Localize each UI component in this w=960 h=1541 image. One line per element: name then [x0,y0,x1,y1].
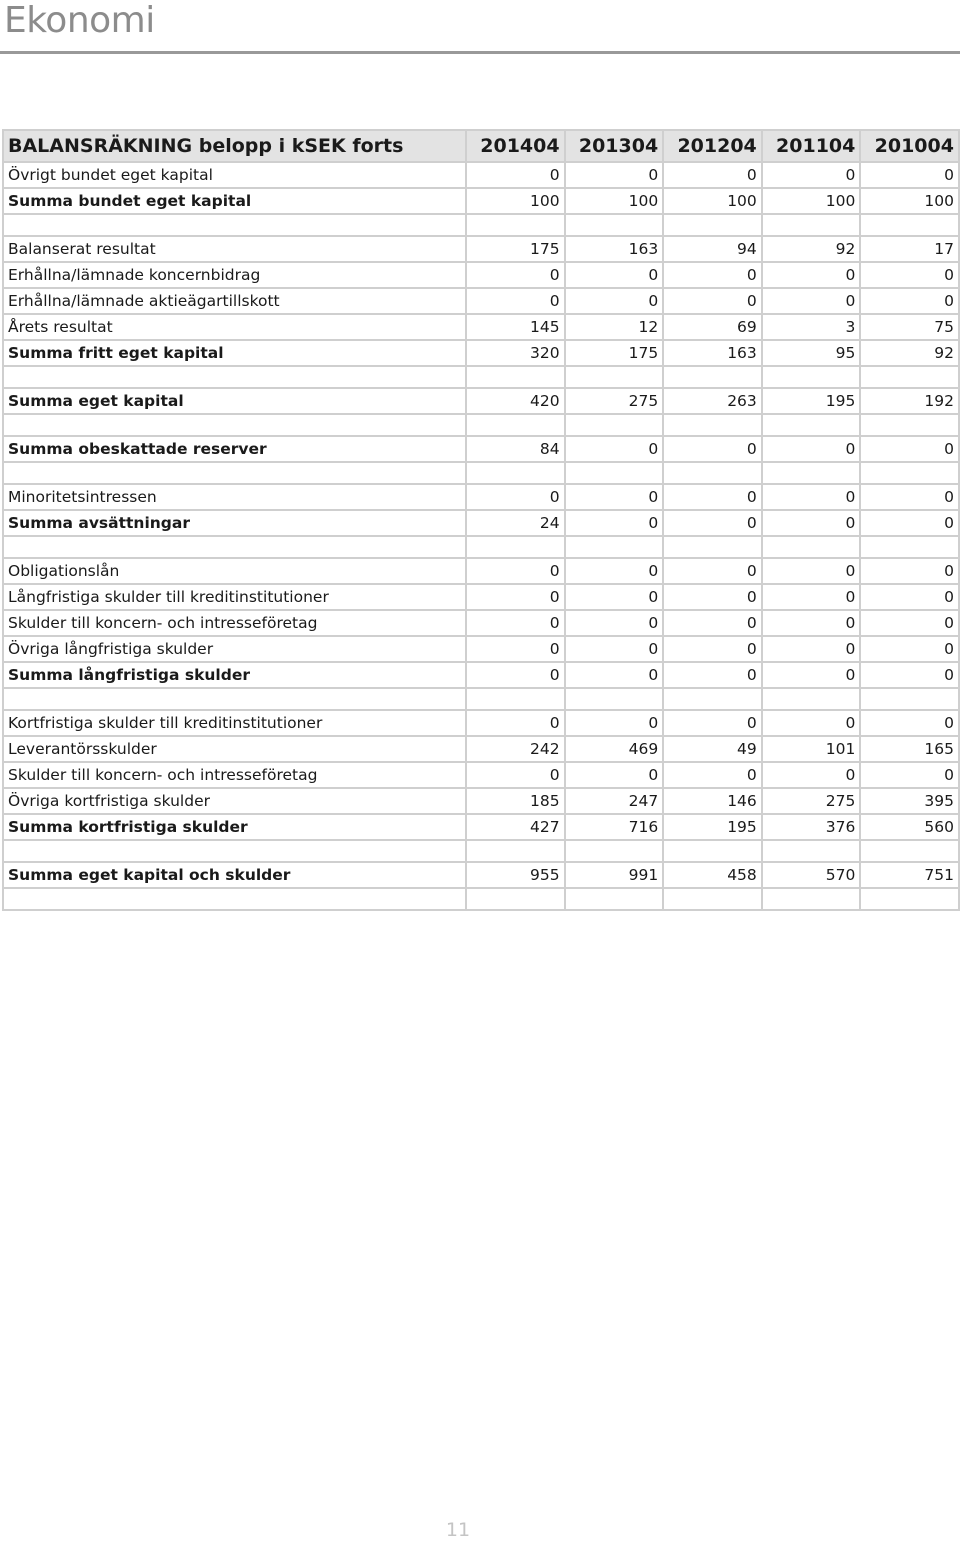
table-body [3,162,959,910]
row-value: 955 [466,862,565,888]
spacer-cell [565,536,664,558]
row-value: 242 [466,736,565,762]
row-value: 100 [565,188,664,214]
header-label: BALANSRÄKNING belopp i kSEK forts [3,130,466,162]
row-value: 560 [860,814,959,840]
spacer-cell [3,888,466,910]
row-value: 0 [663,262,762,288]
table-row [3,314,959,340]
spacer-row [3,366,959,388]
row-value: 0 [466,710,565,736]
spacer-cell [860,688,959,710]
row-value: 92 [762,236,861,262]
balance-sheet-table [2,129,960,911]
spacer-cell [663,536,762,558]
row-value: 0 [663,436,762,462]
row-label: Kortfristiga skulder till kreditinstitutioner [3,710,466,736]
spacer-cell [565,414,664,436]
row-label: Övriga kortfristiga skulder [3,788,466,814]
row-value: 0 [663,710,762,736]
row-value: 0 [663,762,762,788]
header-year: 201204 [663,130,762,162]
row-label: Minoritetsintressen [3,484,466,510]
spacer-cell [466,888,565,910]
row-label: Erhållna/lämnade koncernbidrag [3,262,466,288]
table-row [3,558,959,584]
row-value: 751 [860,862,959,888]
row-value: 0 [565,436,664,462]
header-row [3,130,959,162]
table-row [3,710,959,736]
spacer-cell [466,688,565,710]
row-value: 320 [466,340,565,366]
row-value: 0 [860,162,959,188]
table-row [3,636,959,662]
row-value: 0 [565,662,664,688]
row-value: 84 [466,436,565,462]
row-value: 458 [663,862,762,888]
table-row [3,610,959,636]
table-row [3,484,959,510]
row-value: 185 [466,788,565,814]
row-value: 0 [466,662,565,688]
row-label: Skulder till koncern- och intresseföretag [3,610,466,636]
header-year: 201004 [860,130,959,162]
row-value: 0 [860,436,959,462]
spacer-cell [663,214,762,236]
row-label: Årets resultat [3,314,466,340]
spacer-cell [3,688,466,710]
header-year: 201404 [466,130,565,162]
row-value: 0 [466,610,565,636]
row-value: 0 [762,610,861,636]
row-value: 420 [466,388,565,414]
row-value: 100 [860,188,959,214]
row-value: 0 [663,484,762,510]
table-row-summary [3,814,959,840]
spacer-cell [3,840,466,862]
spacer-row [3,414,959,436]
spacer-cell [762,462,861,484]
spacer-row [3,888,959,910]
spacer-cell [3,536,466,558]
row-label: Leverantörsskulder [3,736,466,762]
row-value: 3 [762,314,861,340]
row-value: 69 [663,314,762,340]
row-value: 0 [762,484,861,510]
row-value: 376 [762,814,861,840]
spacer-cell [762,688,861,710]
table-row [3,788,959,814]
spacer-cell [663,366,762,388]
row-label: Långfristiga skulder till kreditinstitutioner [3,584,466,610]
row-value: 175 [565,340,664,366]
row-value: 0 [762,162,861,188]
spacer-cell [860,840,959,862]
table-row-summary [3,340,959,366]
spacer-cell [466,840,565,862]
spacer-cell [565,366,664,388]
header-year: 201104 [762,130,861,162]
row-value: 0 [663,636,762,662]
row-value: 0 [860,262,959,288]
spacer-cell [3,366,466,388]
row-value: 0 [565,288,664,314]
row-value: 192 [860,388,959,414]
row-value: 0 [663,584,762,610]
spacer-cell [762,214,861,236]
spacer-cell [762,366,861,388]
spacer-cell [466,366,565,388]
spacer-cell [762,840,861,862]
row-value: 0 [762,288,861,314]
row-value: 195 [663,814,762,840]
row-value: 0 [565,610,664,636]
row-value: 0 [565,558,664,584]
row-value: 0 [762,510,861,536]
spacer-cell [565,888,664,910]
row-value: 175 [466,236,565,262]
row-value: 24 [466,510,565,536]
row-value: 0 [466,262,565,288]
spacer-cell [3,214,466,236]
row-value: 0 [565,762,664,788]
row-value: 0 [466,484,565,510]
row-value: 0 [860,636,959,662]
table-header [3,130,959,162]
row-value: 146 [663,788,762,814]
page-number: 11 [445,1519,471,1541]
row-value: 0 [762,762,861,788]
spacer-row [3,688,959,710]
spacer-cell [565,688,664,710]
table-row [3,288,959,314]
row-label: Balanserat resultat [3,236,466,262]
spacer-cell [466,214,565,236]
table-row [3,762,959,788]
row-value: 94 [663,236,762,262]
row-value: 0 [663,162,762,188]
table-row-summary [3,388,959,414]
row-value: 163 [663,340,762,366]
spacer-cell [860,366,959,388]
row-value: 0 [860,610,959,636]
title-divider [0,51,960,54]
spacer-cell [860,536,959,558]
row-value: 100 [663,188,762,214]
row-value: 0 [860,484,959,510]
table-row-summary [3,188,959,214]
spacer-cell [565,462,664,484]
spacer-cell [565,214,664,236]
row-value: 0 [466,558,565,584]
table-row [3,736,959,762]
spacer-cell [663,840,762,862]
row-label: Summa bundet eget kapital [3,188,466,214]
row-value: 0 [762,662,861,688]
spacer-row [3,536,959,558]
row-label: Summa kortfristiga skulder [3,814,466,840]
row-value: 165 [860,736,959,762]
table-row [3,236,959,262]
row-value: 991 [565,862,664,888]
row-value: 0 [762,436,861,462]
row-label: Övrigt bundet eget kapital [3,162,466,188]
spacer-cell [663,888,762,910]
row-value: 145 [466,314,565,340]
row-value: 100 [762,188,861,214]
row-value: 427 [466,814,565,840]
spacer-cell [860,462,959,484]
row-value: 95 [762,340,861,366]
row-value: 0 [663,610,762,636]
row-label: Övriga långfristiga skulder [3,636,466,662]
spacer-cell [663,414,762,436]
row-value: 247 [565,788,664,814]
row-value: 0 [860,710,959,736]
row-value: 0 [860,510,959,536]
row-value: 0 [762,636,861,662]
row-value: 469 [565,736,664,762]
row-value: 0 [565,710,664,736]
spacer-cell [762,888,861,910]
row-label: Summa eget kapital [3,388,466,414]
row-value: 0 [860,288,959,314]
row-value: 12 [565,314,664,340]
spacer-cell [466,414,565,436]
row-value: 0 [860,558,959,584]
row-value: 0 [565,162,664,188]
row-value: 0 [762,262,861,288]
table-row-summary [3,436,959,462]
header-year: 201304 [565,130,664,162]
row-value: 0 [663,288,762,314]
row-value: 0 [860,762,959,788]
row-value: 17 [860,236,959,262]
row-value: 0 [466,162,565,188]
row-value: 0 [860,662,959,688]
table-row-summary [3,662,959,688]
row-label: Skulder till koncern- och intresseföretag [3,762,466,788]
spacer-cell [860,888,959,910]
row-label: Summa avsättningar [3,510,466,536]
row-value: 0 [466,636,565,662]
table-row [3,162,959,188]
row-value: 92 [860,340,959,366]
row-value: 0 [565,484,664,510]
row-value: 163 [565,236,664,262]
table-row [3,262,959,288]
row-value: 0 [466,762,565,788]
spacer-cell [860,214,959,236]
spacer-cell [663,688,762,710]
row-value: 101 [762,736,861,762]
row-label: Summa eget kapital och skulder [3,862,466,888]
row-value: 195 [762,388,861,414]
row-value: 0 [565,262,664,288]
row-value: 49 [663,736,762,762]
spacer-cell [762,536,861,558]
spacer-row [3,462,959,484]
row-value: 0 [663,662,762,688]
row-value: 275 [565,388,664,414]
spacer-cell [860,414,959,436]
row-value: 0 [762,710,861,736]
spacer-cell [466,462,565,484]
spacer-row [3,214,959,236]
spacer-cell [466,536,565,558]
row-value: 0 [860,584,959,610]
row-label: Obligationslån [3,558,466,584]
row-value: 0 [466,288,565,314]
row-value: 0 [565,510,664,536]
balance-sheet-table-container [2,129,958,911]
row-value: 75 [860,314,959,340]
row-value: 0 [565,584,664,610]
row-label: Summa fritt eget kapital [3,340,466,366]
spacer-cell [762,414,861,436]
row-value: 0 [565,636,664,662]
row-value: 0 [762,558,861,584]
row-value: 275 [762,788,861,814]
spacer-cell [663,462,762,484]
row-value: 570 [762,862,861,888]
row-label: Summa obeskattade reserver [3,436,466,462]
table-row-summary [3,862,959,888]
row-value: 0 [466,584,565,610]
spacer-cell [3,414,466,436]
row-value: 395 [860,788,959,814]
spacer-row [3,840,959,862]
row-value: 0 [762,584,861,610]
row-label: Erhållna/lämnade aktieägartillskott [3,288,466,314]
row-value: 0 [663,558,762,584]
page-title: Ekonomi [4,0,155,41]
row-value: 716 [565,814,664,840]
row-value: 263 [663,388,762,414]
table-row [3,584,959,610]
table-row-summary [3,510,959,536]
spacer-cell [565,840,664,862]
row-value: 0 [663,510,762,536]
row-value: 100 [466,188,565,214]
spacer-cell [3,462,466,484]
row-label: Summa långfristiga skulder [3,662,466,688]
